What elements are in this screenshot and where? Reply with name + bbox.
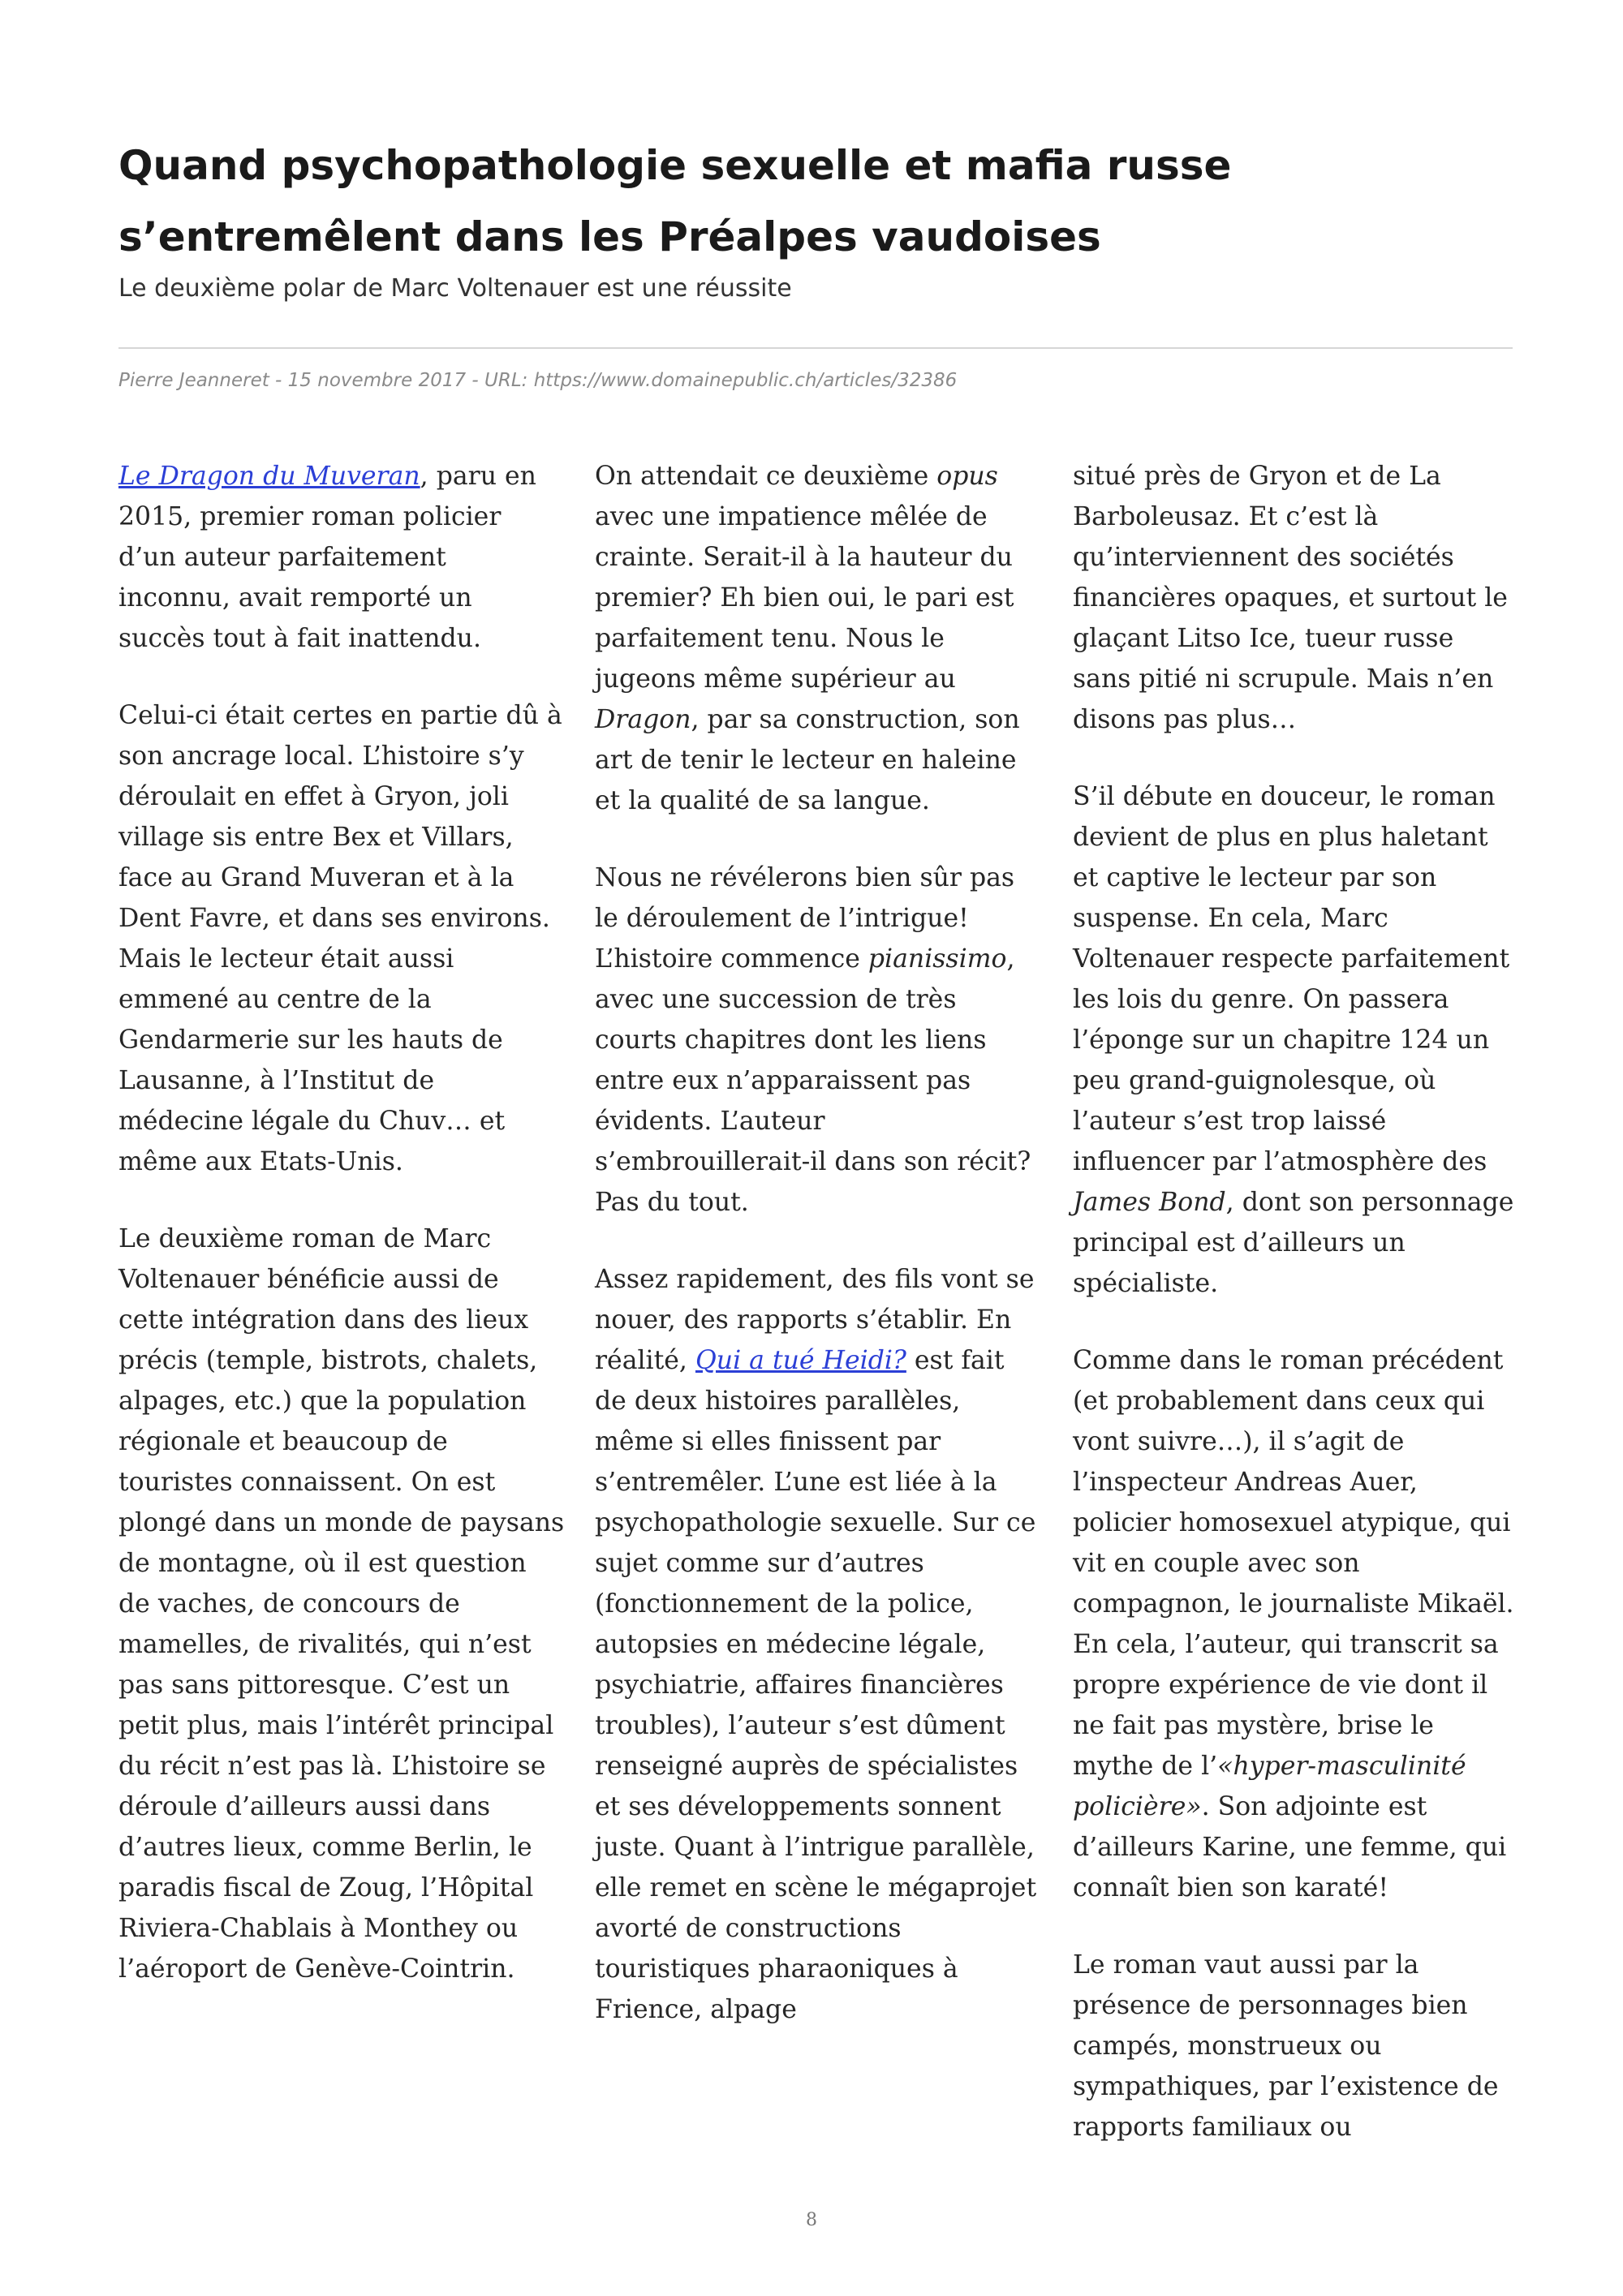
article-title: Quand psychopathologie sexuelle et mafia russe s’entremêlent dans les Préalpes vaudoises <box>118 142 1232 260</box>
emphasis: «hyper-masculinité policière» <box>1073 1752 1466 1821</box>
paragraph-text: Assez rapidement, des fils vont se nouer, des rapports s’établir. En réalité, <box>595 1265 1035 1375</box>
page-number: 8 <box>806 2210 817 2230</box>
paragraph-text: est fait de deux histoires parallèles, même si elles finissent par s’entremêler. L’une est liée à la psychopathologie sexuelle. Sur ce sujet comme sur d’autres (fonctionnement de la police, autopsies en médecine légale, psychiatrie, affaires financières troubles), l’auteur s’est dûment renseigné auprès de spécialistes et ses développements sonnent juste. Quant à l’intrigue parallèle, elle remet en scène le mégaprojet avorté de constructions touristiques pharaoniques à Frience, alpage <box>595 1346 1037 2024</box>
paragraph-text: , avec une succession de très courts chapitres dont les liens entre eux n’apparaissent pas évidents. L’auteur s’embrouillerait-il dans son récit? Pas du tout. <box>595 944 1031 1217</box>
paragraph-text: Nous ne révélerons bien sûr pas le déroulement de l’intrigue! L’histoire commence <box>595 863 1015 974</box>
paragraph-text: On attendait ce deuxième <box>595 462 937 491</box>
paragraph <box>1073 776 1519 1304</box>
article-subtitle: Le deuxième polar de Marc Voltenauer est une réussite <box>118 274 792 303</box>
paragraph-text: , par sa construction, son art de tenir le lecteur en haleine et la qualité de sa langue. <box>595 705 1020 815</box>
emphasis: Dragon <box>595 705 691 734</box>
header-divider <box>118 347 1513 349</box>
book-link-dragon[interactable]: Le Dragon du Muveran <box>118 462 420 491</box>
paragraph: situé près de Gryon et de La Barboleusaz. Et c’est là qu’interviennent des sociétés financières opaques, et surtout le glaçant Litso Ice, tueur russe sans pitié ni scrupule. Mais n’en disons pas plus… <box>1073 462 1508 734</box>
paragraph <box>595 858 1041 1223</box>
paragraph <box>595 456 1041 821</box>
paragraph: Celui-ci était certes en partie dû à son ancrage local. L’histoire s’y déroulait en effet à Gryon, joli village sis entre Bex et Villars, face au Grand Muveran et à la Dent Favre, et dans ses environs. Mais le lecteur était aussi emmené au centre de la Gendarmerie sur les hauts de Lausanne, à l’Institut de médecine légale du Chuv… et même aux Etats-Unis. <box>118 701 562 1176</box>
emphasis: James Bond <box>1073 1188 1226 1217</box>
paragraph: Le roman vaut aussi par la présence de personnages bien campés, monstrueux ou sympathiques, par l’existence de rapports familiaux ou <box>1073 1950 1499 2142</box>
book-link-heidi[interactable]: Qui a tué Heidi? <box>695 1346 906 1375</box>
text-column-1 <box>118 456 565 2026</box>
text-column-3 <box>1073 456 1519 2184</box>
emphasis: pianissimo <box>867 944 1007 974</box>
paragraph-text: . Son adjointe est d’ailleurs Karine, une femme, qui connaît bien son karaté! <box>1073 1792 1507 1903</box>
paragraph-text: S’il débute en douceur, le roman devient de plus en plus haletant et captive le lecteur par son suspense. En cela, Marc Voltenauer respecte parfaitement les lois du genre. On passera l’éponge sur un chapitre 124 un peu grand-guignolesque, où l’auteur s’est trop laissé influencer par l’atmosphère des <box>1073 782 1510 1176</box>
paragraph-text: , dont son personnage principal est d’ailleurs un spécialiste. <box>1073 1188 1514 1298</box>
paragraph: Le deuxième roman de Marc Voltenauer bénéficie aussi de cette intégration dans des lieux précis (temple, bistrots, chalets, alpages, etc.) que la population régionale et beaucoup de touristes connaissent. On est plongé dans un monde de paysans de montagne, où il est question de vaches, de concours de mamelles, de rivalités, qui n’est pas sans pittoresque. C’est un petit plus, mais l’intérêt principal du récit n’est pas là. L’histoire se déroule d’ailleurs aussi dans d’autres lieux, comme Berlin, le paradis fiscal de Zoug, l’Hôpital Riviera-Chablais à Monthey ou l’aéroport de Genève-Cointrin. <box>118 1224 565 1984</box>
paragraph-text: Comme dans le roman précédent (et probablement dans ceux qui vont suivre…), il s’agit de l’inspecteur Andreas Auer, policier homosexuel atypique, qui vit en couple avec son compagnon, le journaliste Mikaël. En cela, l’auteur, qui transcrit sa propre expérience de vie dont il ne fait pas mystère, brise le mythe de l’ <box>1073 1346 1514 1781</box>
paragraph <box>118 456 565 659</box>
emphasis: opus <box>936 462 998 491</box>
paragraph-text: , paru en 2015, premier roman policier d’un auteur parfaitement inconnu, avait remporté un succès tout à fait inattendu. <box>118 462 536 653</box>
paragraph <box>1073 1340 1519 1908</box>
paragraph-text: avec une impatience mêlée de crainte. Serait-il à la hauteur du premier? Eh bien oui, le pari est parfaitement tenu. Nous le jugeons même supérieur au <box>595 502 1014 694</box>
paragraph <box>595 1259 1041 2030</box>
text-column-2 <box>595 456 1041 2066</box>
article-byline: Pierre Jeanneret - 15 novembre 2017 - URL: https://www.domainepublic.ch/articles/32386 <box>118 370 958 391</box>
